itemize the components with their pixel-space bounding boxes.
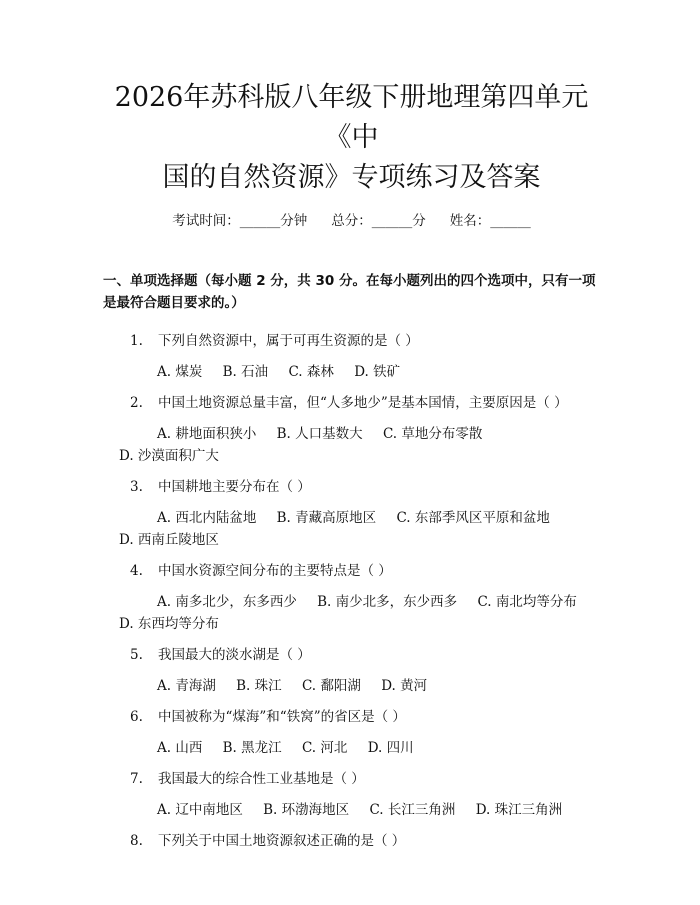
question-item	[103, 706, 600, 759]
question-text: 下列自然资源中，属于可再生资源的是（ ）	[158, 333, 419, 349]
total-score-label: 总分：______分	[331, 213, 426, 229]
question-options	[103, 423, 600, 467]
question-number: 5.	[130, 647, 143, 663]
answer-option[interactable]: C. 南北均等分布	[477, 594, 577, 610]
question-text: 中国被称为“煤海”和“铁窝”的省区是（ ）	[158, 709, 406, 725]
answer-option[interactable]: D. 沙漠面积广大	[119, 448, 219, 464]
question-number: 8.	[130, 833, 143, 849]
question-list	[103, 330, 600, 852]
question-number: 6.	[130, 709, 143, 725]
question-item	[103, 768, 600, 821]
question-number: 1.	[130, 333, 143, 349]
question-options	[103, 799, 600, 821]
answer-option[interactable]: B. 石油	[222, 364, 269, 380]
exam-time-label: 考试时间：______分钟	[172, 213, 308, 229]
answer-option[interactable]: A. 耕地面积狭小	[157, 426, 257, 442]
answer-option[interactable]: C. 东部季风区平原和盆地	[396, 510, 550, 526]
title-line-2: 国的自然资源》专项练习及答案	[162, 162, 541, 193]
question-stem	[103, 392, 600, 414]
question-number: 2.	[130, 395, 143, 411]
question-stem	[103, 830, 600, 852]
title-line-1: 2026年苏科版八年级下册地理第四单元《中	[114, 82, 589, 153]
question-text: 中国耕地主要分布在（ ）	[158, 479, 311, 495]
question-stem	[103, 644, 600, 666]
answer-option[interactable]: C. 河北	[301, 740, 348, 756]
question-options	[103, 507, 600, 551]
answer-option[interactable]: D. 东西均等分布	[119, 616, 219, 632]
answer-option[interactable]: A. 南多北少，东多西少	[157, 594, 297, 610]
question-stem	[103, 330, 600, 352]
answer-option[interactable]: A. 青海湖	[157, 678, 216, 694]
answer-option[interactable]: C. 长江三角洲	[369, 802, 456, 818]
question-options	[103, 675, 600, 697]
question-item	[103, 644, 600, 697]
question-stem	[103, 706, 600, 728]
answer-option[interactable]: D. 珠江三角洲	[475, 802, 563, 818]
answer-option[interactable]: A. 西北内陆盆地	[157, 510, 257, 526]
answer-option[interactable]: B. 黑龙江	[222, 740, 282, 756]
answer-option[interactable]: B. 南少北多，东少西多	[317, 594, 458, 610]
answer-option[interactable]: C. 鄱阳湖	[301, 678, 361, 694]
answer-option[interactable]: D. 铁矿	[354, 364, 401, 380]
answer-option[interactable]: B. 人口基数大	[276, 426, 363, 442]
answer-option[interactable]: A. 辽中南地区	[157, 802, 243, 818]
answer-option[interactable]: B. 环渤海地区	[263, 802, 350, 818]
question-item	[103, 830, 600, 852]
question-stem	[103, 476, 600, 498]
answer-option[interactable]: D. 西南丘陵地区	[119, 532, 219, 548]
answer-option[interactable]: C. 森林	[288, 364, 334, 380]
section-heading: 一、单项选择题（每小题 2 分，共 30 分。在每小题列出的四个选项中，只有一项是最符合题目要求的。）	[103, 273, 596, 311]
answer-option[interactable]: A. 山西	[157, 740, 203, 756]
answer-option[interactable]: D. 黄河	[381, 678, 428, 694]
question-options	[103, 361, 600, 383]
question-stem	[103, 560, 600, 582]
question-number: 4.	[130, 563, 143, 579]
question-options	[103, 591, 600, 635]
question-number: 7.	[130, 771, 143, 787]
answer-option[interactable]: B. 青藏高原地区	[276, 510, 377, 526]
question-item	[103, 476, 600, 551]
question-text: 下列关于中国土地资源叙述正确的是（ ）	[158, 833, 406, 849]
question-item	[103, 560, 600, 635]
answer-option[interactable]: D. 四川	[367, 740, 414, 756]
answer-option[interactable]: B. 珠江	[236, 678, 282, 694]
exam-meta	[103, 210, 600, 232]
document-title	[103, 78, 600, 198]
question-text: 中国水资源空间分布的主要特点是（ ）	[158, 563, 392, 579]
answer-option[interactable]: A. 煤炭	[157, 364, 203, 380]
question-item	[103, 392, 600, 467]
question-text: 我国最大的淡水湖是（ ）	[158, 647, 311, 663]
student-name-label: 姓名：______	[449, 213, 531, 229]
question-options	[103, 737, 600, 759]
answer-option[interactable]: C. 草地分布零散	[382, 426, 483, 442]
question-number: 3.	[130, 479, 143, 495]
question-text: 中国土地资源总量丰富，但“人多地少”是基本国情，主要原因是（ ）	[158, 395, 568, 411]
question-stem	[103, 768, 600, 790]
question-text: 我国最大的综合性工业基地是（ ）	[158, 771, 365, 787]
question-item	[103, 330, 600, 383]
